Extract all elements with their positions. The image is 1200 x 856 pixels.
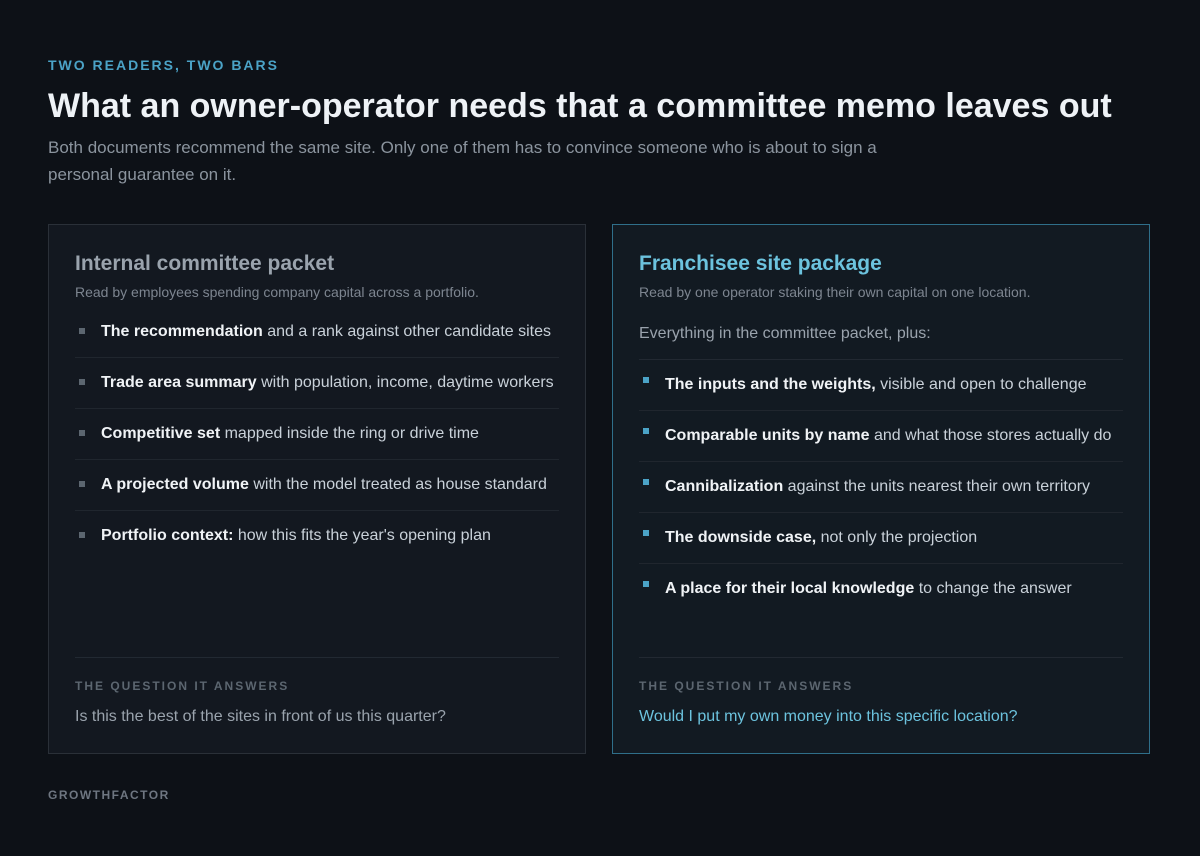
card-title: Internal committee packet xyxy=(75,252,335,275)
list-item xyxy=(639,564,1123,614)
square-bullet-icon xyxy=(643,428,649,434)
square-bullet-icon xyxy=(79,328,85,334)
comparison-cards xyxy=(48,224,1152,756)
question-answered xyxy=(639,657,1123,728)
card-title: Franchisee site package xyxy=(639,252,882,275)
committee-packet-card xyxy=(48,224,586,754)
square-bullet-icon xyxy=(643,581,649,587)
answer-text: Is this the best of the sites in front of us this quarter? xyxy=(75,708,446,725)
eyebrow: TWO READERS, TWO BARS xyxy=(48,57,279,73)
question-answered xyxy=(75,657,559,728)
square-bullet-icon xyxy=(643,377,649,383)
item-rest: how this fits the year's opening plan xyxy=(233,527,491,544)
item-lead: Comparable units by name xyxy=(665,427,870,444)
item-lead: A place for their local knowledge xyxy=(665,580,915,597)
item-rest: against the units nearest their own territory xyxy=(783,478,1091,495)
card-subtitle: Read by employees spending company capital across a portfolio. xyxy=(75,284,479,300)
item-rest: and a rank against other candidate sites xyxy=(262,323,551,340)
item-lead: Competitive set xyxy=(101,425,221,442)
item-rest: with the model treated as house standard xyxy=(248,476,547,493)
list-item xyxy=(639,513,1123,564)
square-bullet-icon xyxy=(79,430,85,436)
card-item-list xyxy=(75,319,559,561)
brand-footer: GROWTHFACTOR xyxy=(48,788,170,802)
square-bullet-icon xyxy=(643,530,649,536)
square-bullet-icon xyxy=(79,532,85,538)
list-item xyxy=(75,319,559,358)
list-item xyxy=(639,462,1123,513)
page xyxy=(48,56,1152,725)
answer-label: THE QUESTION IT ANSWERS xyxy=(75,679,290,693)
answer-text: Would I put my own money into this specific location? xyxy=(639,708,1018,725)
square-bullet-icon xyxy=(79,379,85,385)
page-title: What an owner-operator needs that a committee memo leaves out xyxy=(48,87,1112,125)
item-rest: to change the answer xyxy=(914,580,1072,597)
item-lead: The inputs and the weights, xyxy=(665,376,876,393)
list-item xyxy=(639,411,1123,462)
list-item xyxy=(75,472,559,511)
item-lead: Trade area summary xyxy=(101,374,257,391)
list-item xyxy=(75,370,559,409)
answer-label: THE QUESTION IT ANSWERS xyxy=(639,679,854,693)
franchisee-package-card xyxy=(612,224,1150,754)
item-lead: The recommendation xyxy=(101,323,263,340)
list-item xyxy=(639,360,1123,411)
list-item xyxy=(75,421,559,460)
item-lead: The downside case, xyxy=(665,529,817,546)
item-rest: and what those stores actually do xyxy=(869,427,1112,444)
item-lead: Cannibalization xyxy=(665,478,784,495)
item-rest: not only the projection xyxy=(816,529,978,546)
page-lede: Both documents recommend the same site. Only one of them has to convince someone who is about to sign a personal guarantee on it. xyxy=(48,138,877,184)
square-bullet-icon xyxy=(643,479,649,485)
item-lead: A projected volume xyxy=(101,476,249,493)
card-subtitle: Read by one operator staking their own capital on one location. xyxy=(639,284,1031,300)
item-rest: mapped inside the ring or drive time xyxy=(220,425,479,442)
card-item-list xyxy=(639,360,1123,614)
item-rest: visible and open to challenge xyxy=(875,376,1087,393)
item-lead: Portfolio context: xyxy=(101,527,234,544)
list-item xyxy=(75,523,559,561)
card-intro: Everything in the committee packet, plus: xyxy=(639,323,1123,360)
item-rest: with population, income, daytime workers xyxy=(256,374,554,391)
square-bullet-icon xyxy=(79,481,85,487)
